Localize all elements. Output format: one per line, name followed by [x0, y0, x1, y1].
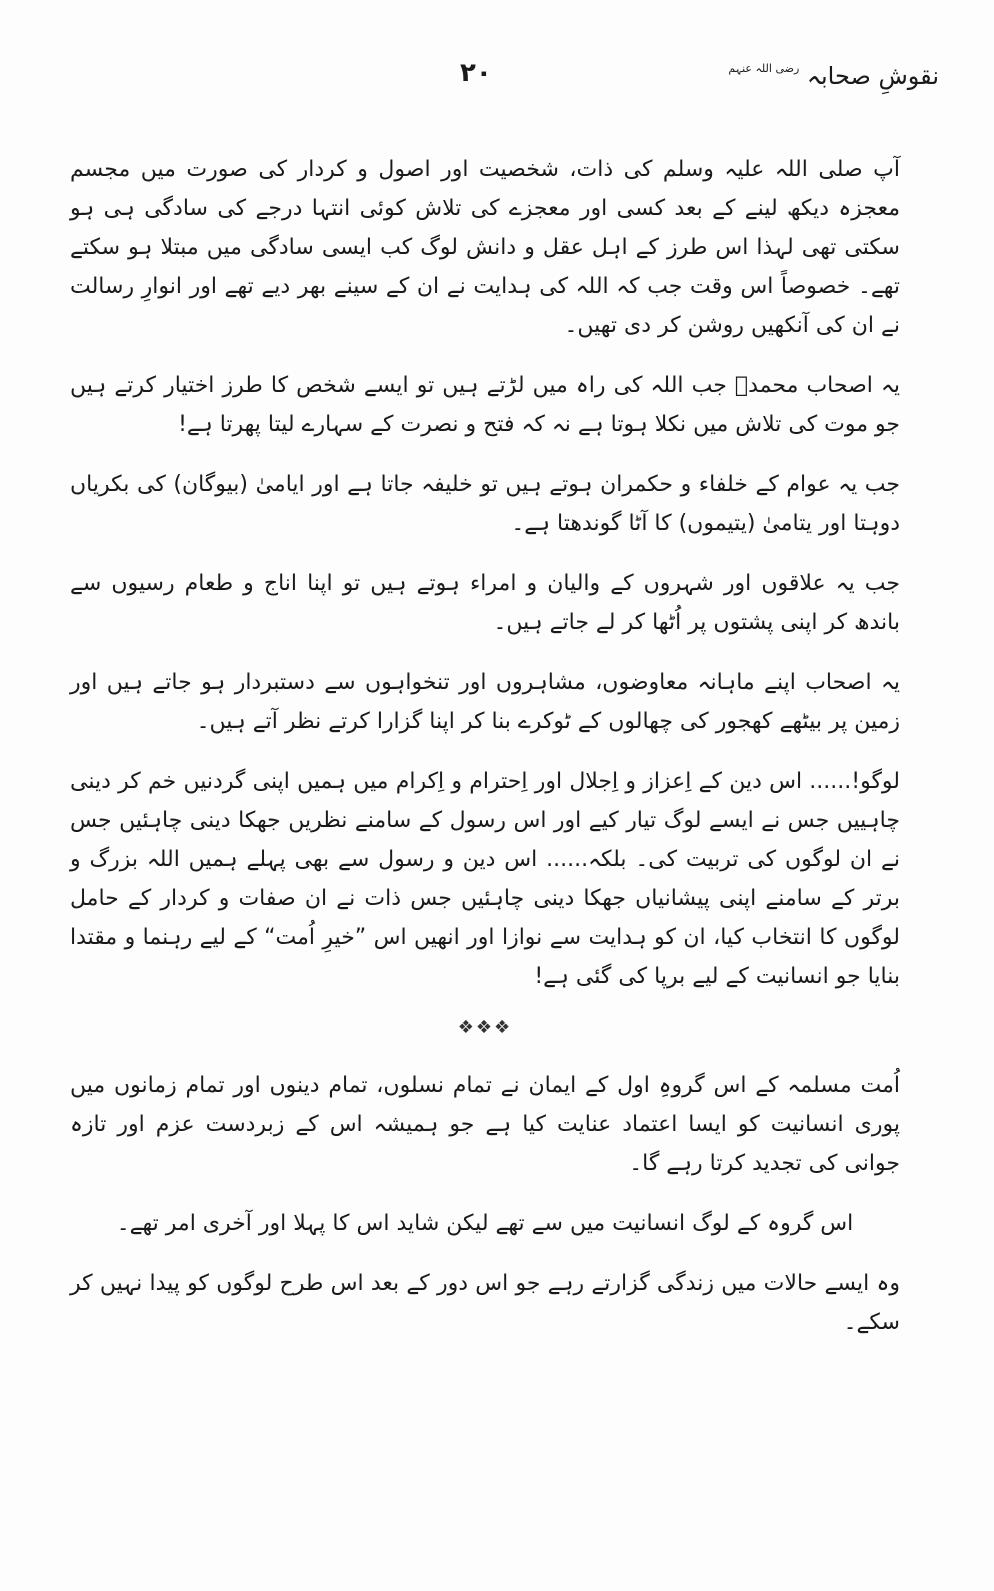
paragraph: جب یہ علاقوں اور شہروں کے والیان و امراء ہوتے ہیں تو اپنا اناج و طعام رسیوں سے باندھ کر اپنی پشتوں پر اُٹھا کر لے جاتے ہیں۔ — [70, 571, 900, 635]
section-separator: ❖❖❖ — [457, 1017, 513, 1038]
paragraph: جب یہ عوام کے خلفاء و حکمران ہوتے ہیں تو خلیفہ جاتا ہے اور ایامیٰ (بیوگان) کی بکریاں دوہتا اور یتامیٰ (یتیموں) کا آٹا گوندھتا ہے۔ — [70, 472, 900, 536]
paragraph: اس گروہ کے لوگ انسانیت میں سے تھے لیکن شاید اس کا پہلا اور آخری امر تھے۔ — [116, 1211, 854, 1236]
page-number: ۲۰ — [460, 58, 492, 88]
running-title-text: نقوشِ صحابہ — [806, 62, 939, 90]
page-body — [70, 150, 900, 1363]
paragraph: لوگو!...... اس دین کے اِعزاز و اِجلال اور اِحترام و اِکرام میں ہمیں اپنی گردنیں خم کر دینی چاہییں جس نے ایسے لوگ تیار کیے اور اس رسول کے سامنے نظریں جھکا دینی چاہئیں جس نے ان لوگوں کی تربیت کی۔ بلکہ...... اس دین و رسول سے بھی پہلے ہمیں اللہ بزرگ و برتر کے سامنے اپنی پیشانیاں جھکا دینی چاہئیں جس ذات نے ان صفات و کردار کے حامل لوگوں کا انتخاب کیا، ان کو ہدایت سے نوازا اور انھیں اس ”خیرِ اُمت“ کے لیے رہنما و مقتدا بنایا جو انسانیت کے لیے برپا کی گئی ہے! — [70, 769, 900, 989]
paragraph: آپ صلی اللہ علیہ وسلم کی ذات، شخصیت اور اصول و کردار کی صورت میں مجسم معجزہ دیکھ لینے کے بعد کسی اور معجزے کی تلاش کوئی انتہا درجے کی سادگی ہی ہو سکتی تھی لہذا اس طرز کے اہل عقل و دانش لوگ کب ایسی سادگی میں مبتلا ہو سکتے تھے۔ خصوصاً اس وقت جب کہ اللہ کی ہدایت نے ان کے سینے بھر دیے تھے اور انوارِ رسالت نے ان کی آنکھیں روشن کر دی تھیں۔ — [70, 157, 900, 338]
paragraph: یہ اصحاب محمدؐ جب اللہ کی راہ میں لڑتے ہیں تو ایسے شخص کا طرز اختیار کرتے ہیں جو موت کی تلاش میں نکلا ہوتا ہے نہ کہ فتح و نصرت کے سہارے لیتا پھرتا ہے! — [70, 373, 900, 437]
page-header — [0, 58, 994, 98]
running-title — [728, 62, 939, 90]
paragraph: یہ اصحاب اپنے ماہانہ معاوضوں، مشاہروں اور تنخواہوں سے دستبردار ہو جاتے ہیں اور زمین پر بیٹھے کھجور کی چھالوں کے ٹوکرے بنا کر اپنا گزارا کرتے نظر آتے ہیں۔ — [70, 670, 900, 734]
paragraph: اُمت مسلمہ کے اس گروہِ اول کے ایمان نے تمام نسلوں، تمام دینوں اور تمام زمانوں میں پوری انسانیت کو ایسا اعتماد عنایت کیا ہے جو ہمیشہ اس کے زبردست عزم اور تازہ جوانی کی تجدید کرتا رہے گا۔ — [70, 1073, 900, 1176]
paragraph: وہ ایسے حالات میں زندگی گزارتے رہے جو اس دور کے بعد اس طرح لوگوں کو پیدا نہیں کر سکے۔ — [70, 1271, 900, 1335]
honorific: رضی اللہ عنہم — [728, 62, 800, 75]
